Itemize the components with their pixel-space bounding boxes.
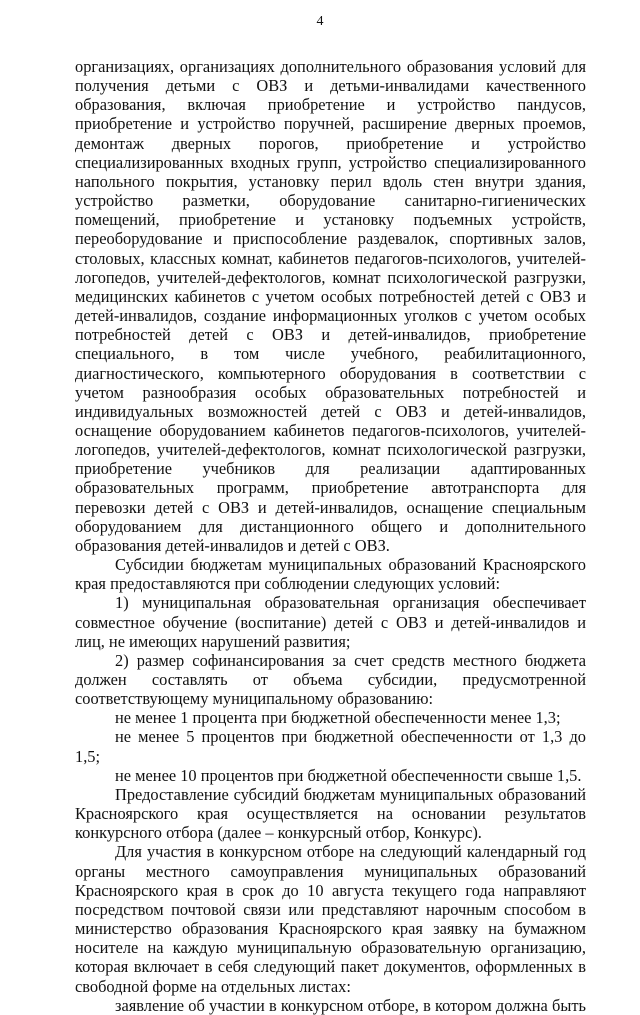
paragraph-condition-2: 2) размер софинансирования за счет средств местного бюджета должен составлять от объема субсидии, предусмотренной соответствующему муниципальному образованию: [75,650,586,709]
paragraph-cofinancing-5-percent: не менее 5 процентов при бюджетной обеспеченности от 1,3 до 1,5; [75,727,586,766]
paragraph-application-procedure: Для участия в конкурсном отборе на следующий календарный год органы местного самоуправления муниципальных образований Красноярского края в срок до 10 августа текущего года направляют посредством почтовой связи или представляют нарочным способом в министерство образования Красноярского края заявку на бумажном носителе на каждую муниципальную образовательную организацию, которая включает в себя следующий пакет документов, оформленных в свободной форме на отдельных листах: [75,842,586,996]
paragraph-infrastructure-list: организациях, организациях дополнительного образования условий для получения детьми с ОВЗ и детьми-инвалидами качественного образования, включая приобретение и устройство пандусов, приобретение и устройство поручней, расширение дверных проемов, демонтаж дверных порогов, приобретение и устройство специализированных входных групп, устройство специализированного напольного покрытия, установку перил вдоль стен внутри здания, устройство разметки, оборудование санитарно-гигиенических помещений, приобретение и установку подъемных устройств, переоборудование и приспособление раздевалок, спортивных залов, столовых, классных комнат, кабинетов педагогов-психологов, учителей-логопедов, учителей-дефектологов, комнат психологической разгрузки, медицинских кабинетов с учетом особых потребностей детей с ОВЗ и детей-инвалидов, создание информационных уголков с учетом особых потребностей детей с ОВЗ и детей-инвалидов, приобретение специального, в том числе учебного, реабилитационного, диагностического, компьютерного оборудования в соответствии с учетом разнообразия особых образовательных потребностей и индивидуальных возможностей детей с ОВЗ и детей-инвалидов, оснащение оборудованием кабинетов педагогов-психологов, учителей-логопедов, учителей-дефектологов, комнат психологической разгрузки, приобретение учебников для реализации адаптированных образовательных программ, приобретение автотранспорта для перевозки детей с ОВЗ и детей-инвалидов, оснащение специальным оборудованием для дистанционного общего и дополнительного образования детей-инвалидов и детей с ОВЗ. [75,57,586,555]
document-body [75,57,586,1015]
paragraph-subsidy-conditions-intro: Субсидии бюджетам муниципальных образований Красноярского края предоставляются при соблюдении следующих условий: [75,555,586,594]
page-number: 4 [316,14,324,29]
paragraph-competitive-selection: Предоставление субсидий бюджетам муниципальных образований Красноярского края осуществляется на основании результатов конкурсного отбора (далее – конкурсный отбор, Конкурс). [75,784,586,843]
paragraph-cofinancing-1-percent: не менее 1 процента при бюджетной обеспеченности менее 1,3; [115,708,561,728]
paragraph-condition-1: 1) муниципальная образовательная организация обеспечивает совместное обучение (воспитание) детей с ОВЗ и детей-инвалидов и лиц, не имеющих нарушений развития; [75,593,586,651]
paragraph-cofinancing-10-percent: не менее 10 процентов при бюджетной обеспеченности свыше 1,5. [115,765,582,785]
paragraph-application-statement: заявление об участии в конкурсном отборе, в котором должна быть [115,995,586,1015]
